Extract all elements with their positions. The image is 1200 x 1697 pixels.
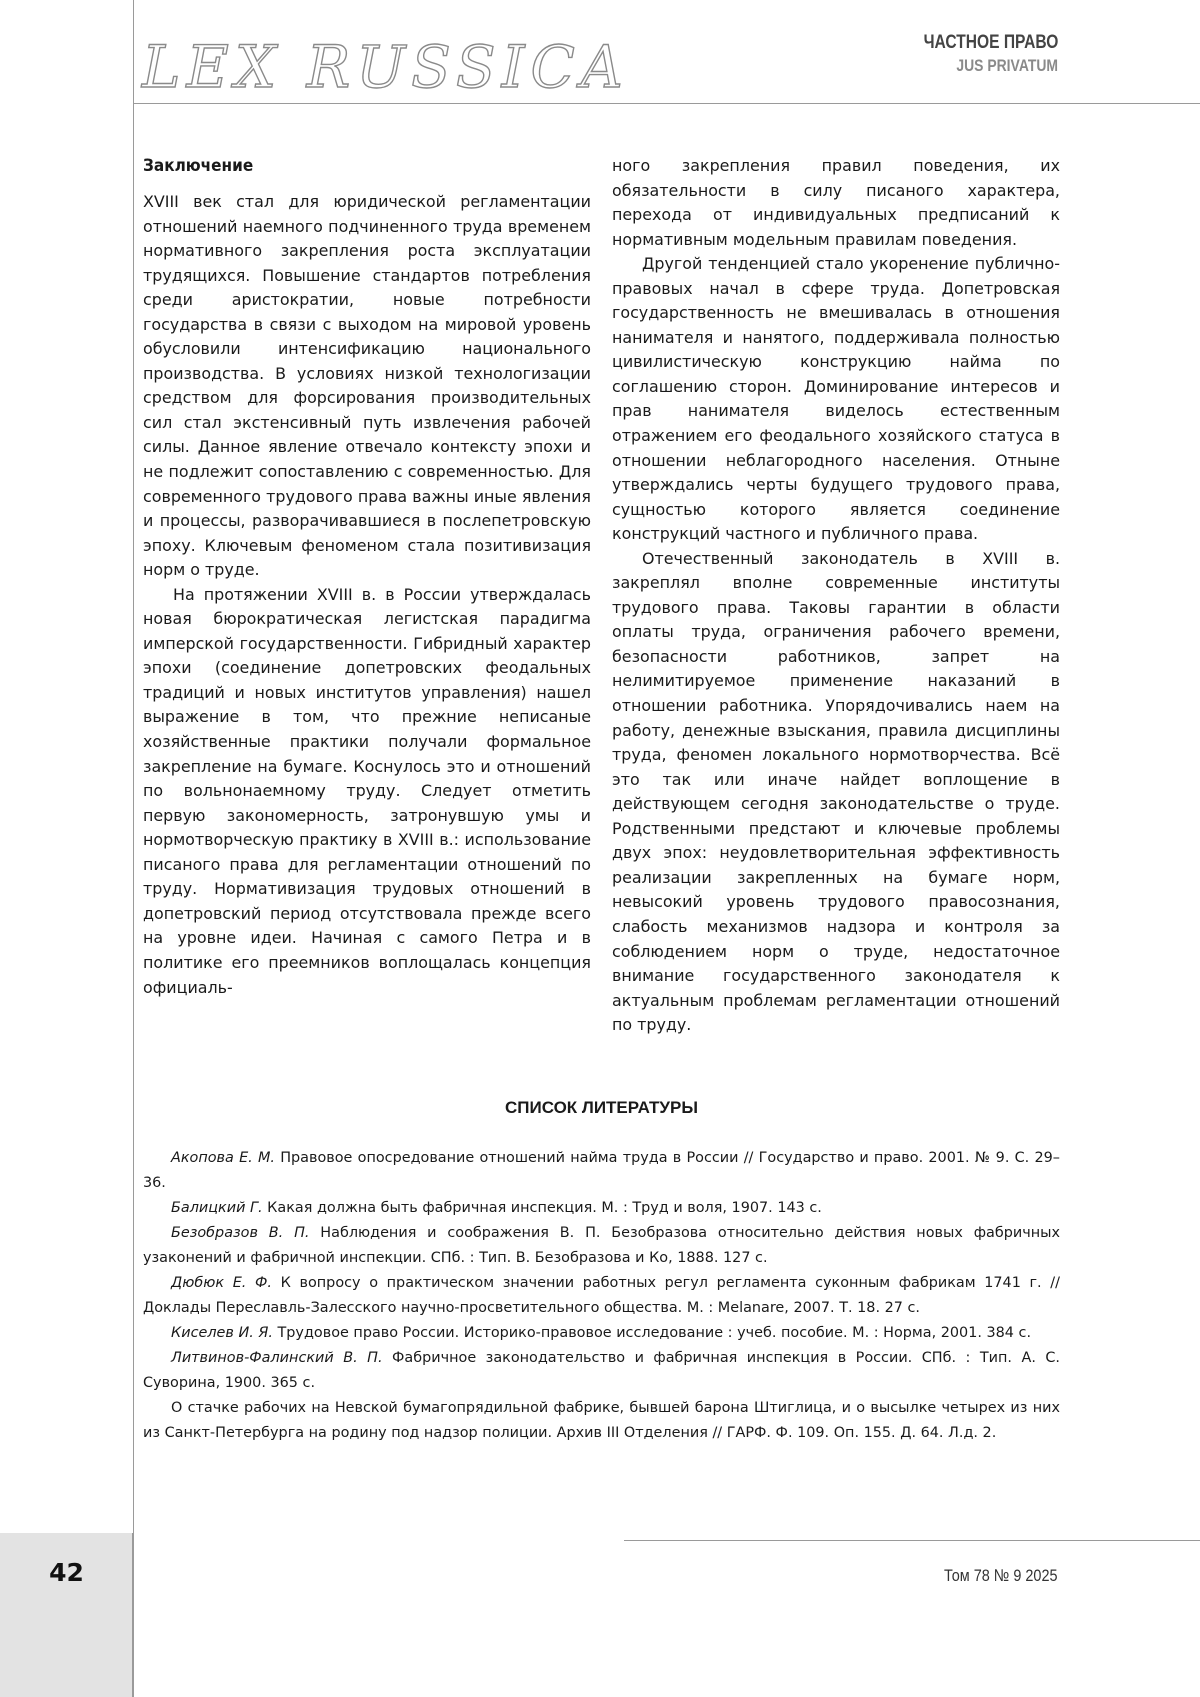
reference-item xyxy=(143,1396,1060,1446)
section-heading: Заключение xyxy=(143,156,254,176)
reference-item xyxy=(143,1221,1060,1271)
paragraph: ного закрепления правил поведения, их обязательности в силу писаного характера, перехода от индивидуальных предписаний к нормативным модельным правилам поведения. xyxy=(612,156,1060,249)
reference-author: Безобразов В. П. xyxy=(171,1225,310,1241)
reference-text: Трудовое право России. Историко-правовое исследование : учеб. пособие. М. : Норма, 2001. 384 с. xyxy=(272,1325,1032,1341)
reference-item xyxy=(143,1321,1060,1346)
text-column-left xyxy=(143,154,591,1000)
text-column-right xyxy=(612,154,1060,1038)
reference-item xyxy=(143,1271,1060,1321)
paragraph: На протяжении XVIII в. в России утверждалась новая бюрократическая легистская парадигма имперской государственности. Гибридный характер эпохи (соединение допетровских феодальных традиций и новых институтов управления) нашел выражение в том, что прежние неписаные хозяйственные практики получали формальное закрепление на бумаге. Коснулось это и отношений по вольнонаемному труду. Следует отметить первую закономерность, затронувшую умы и нормотворческую практику в XVIII в.: использование писаного права для регламентации отношений по труду. Нормативизация трудовых отношений в допетровский период отсутствовала прежде всего на уровне идеи. Начиная с самого Петра и в политике его преемников воплощалась концепция официаль- xyxy=(143,584,591,997)
reference-author: Дюбюк Е. Ф. xyxy=(171,1275,272,1291)
section-title-ru: ЧАСТНОЕ ПРАВО xyxy=(923,32,1058,53)
reference-item xyxy=(143,1196,1060,1221)
reference-text: Какая должна быть фабричная инспекция. М. : Труд и воля, 1907. 143 с. xyxy=(262,1200,822,1216)
reference-author: Литвинов-Фалинский В. П. xyxy=(171,1350,383,1366)
reference-item xyxy=(143,1146,1060,1196)
section-title-la: JUS PRIVATUM xyxy=(956,56,1058,75)
journal-logo: LEX RUSSICA xyxy=(142,33,629,101)
left-margin-bar xyxy=(0,0,134,1697)
reference-text: О стачке рабочих на Невской бумагопрядильной фабрике, бывшей барона Штиглица, и о высылке четырех из них из Санкт-Петербурга на родину под надзор полиции. Архив III Отделения // ГАРФ. Ф. 109. Оп. 155. Д. 64. Л.д. 2. xyxy=(143,1400,1060,1441)
footer-divider xyxy=(624,1540,1200,1541)
paragraph: Другой тенденцией стало укоренение публично-правовых начал в сфере труда. Допетровская государственность не вмешивалась в отношения нанимателя и нанятого, поддерживала полностью цивилистическую конструкцию найма по соглашению сторон. Доминирование интересов и прав нанимателя виделось естественным отражением его феодального хозяйского статуса в отношении неблагородного населения. Отныне утверждались черты будущего трудового права, сущностью которого является соединение конструкций частного и публичного права. xyxy=(612,254,1060,544)
issue-info: Том 78 № 9 2025 xyxy=(944,1566,1058,1585)
reference-item xyxy=(143,1346,1060,1396)
reference-text: К вопросу о практическом значении работных регул регламента суконным фабрикам 1741 г. // Доклады Переславль-Залесского научно-просветительного общества. М. : Melanare, 2007. Т. 18. 27 с. xyxy=(143,1275,1060,1316)
reference-text: Фабричное законодательство и фабричная инспекция в России. СПб. : Тип. А. С. Суворина, 1900. 365 с. xyxy=(143,1350,1060,1391)
references-title: СПИСОК ЛИТЕРАТУРЫ xyxy=(505,1098,698,1117)
reference-text: Правовое опосредование отношений найма труда в России // Государство и право. 2001. № 9. С. 29–36. xyxy=(143,1150,1060,1191)
reference-author: Киселев И. Я. xyxy=(171,1325,273,1341)
paragraph: Отечественный законодатель в XVIII в. закреплял вполне современные институты трудового права. Таковы гарантии в области оплаты труда, ограничения рабочего времени, безопасности работников, запрет на нелимитируемое применение наказаний в отношении работника. Упорядочивались наем на работу, денежные взыскания, правила дисциплины труда, феномен локального нормотворчества. Всё это так или иначе найдет воплощение в действующем сегодня законодательстве о труде. Родственными предстают и ключевые проблемы двух эпох: неудовлетворительная эффективность реализации закрепленных на бумаге норм, невысокий уровень трудового правосознания, слабость механизмов надзора и контроля за соблюдением норм о труде, недостаточное внимание государственного законодателя к актуальным проблемам регламентации отношений по труду. xyxy=(612,548,1060,1035)
page-number: 42 xyxy=(49,1558,84,1587)
reference-author: Балицкий Г. xyxy=(171,1200,263,1216)
paragraph: XVIII век стал для юридической регламентации отношений наемного подчиненного труда временем нормативного закрепления роста эксплуатации трудящихся. Повышение стандартов потребления среди аристократии, новые потребности государства в связи с выходом на мировой уровень обусловили интенсификацию национального производства. В условиях низкой технологизации средством для форсирования производительных сил стал экстенсивный путь извлечения рабочей силы. Данное явление отвечало контексту эпохи и не подлежит сопоставлению с современностью. Для современного трудового права важны иные явления и процессы, разворачивавшиеся в послепетровскую эпоху. Ключевым феноменом стала позитивизация норм о труде. xyxy=(143,192,591,580)
header-divider xyxy=(133,103,1200,104)
reference-author: Акопова Е. М. xyxy=(171,1150,275,1166)
references-list xyxy=(143,1146,1060,1446)
reference-text: Наблюдения и соображения В. П. Безобразова относительно действия новых фабричных узаконений и фабричной инспекции. СПб. : Тип. В. Безобразова и Ко, 1888. 127 с. xyxy=(143,1225,1060,1266)
